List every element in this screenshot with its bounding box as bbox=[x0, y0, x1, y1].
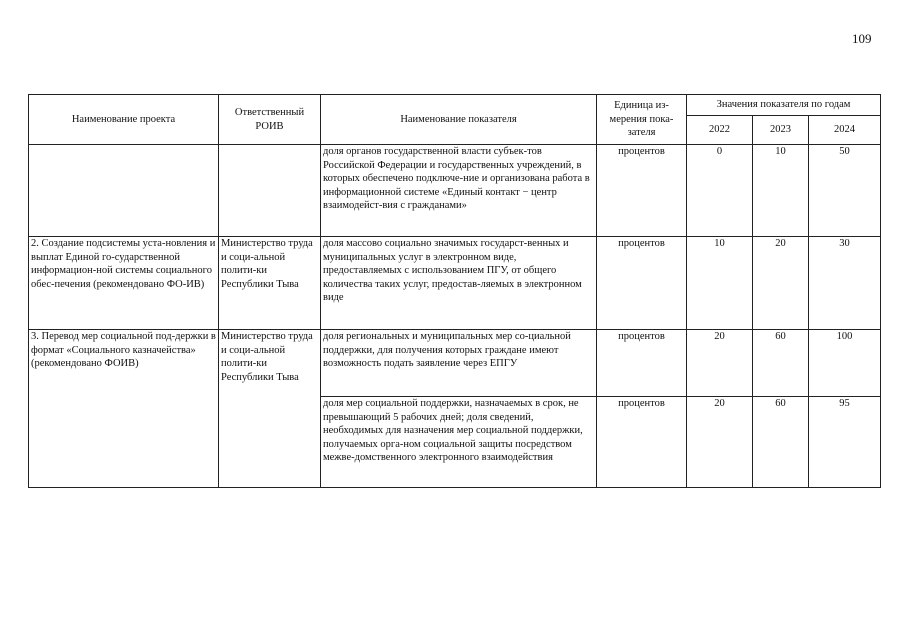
table-header bbox=[29, 95, 881, 145]
cell-indicator: доля массово социально значимых государст-венных и муниципальных услуг в электронном виде, предоставляемых с использованием ПГУ, от общего количества таких услуг, предостав-ляемых в электронном виде bbox=[321, 237, 597, 330]
cell-value-2022: 20 bbox=[687, 397, 753, 488]
header-year-2022: 2022 bbox=[687, 116, 753, 145]
cell-unit: процентов bbox=[597, 330, 687, 397]
header-values-by-year: Значения показателя по годам bbox=[687, 95, 881, 116]
cell-value-2023: 60 bbox=[753, 330, 809, 397]
header-unit: Единица из-мерения пока-зателя bbox=[597, 95, 687, 145]
cell-roiv bbox=[219, 145, 321, 237]
cell-value-2023: 10 bbox=[753, 145, 809, 237]
header-roiv: Ответственный РОИВ bbox=[219, 95, 321, 145]
header-year-2023: 2023 bbox=[753, 116, 809, 145]
table-row bbox=[29, 237, 881, 330]
cell-value-2024: 50 bbox=[809, 145, 881, 237]
cell-roiv: Министерство труда и соци-альной полити-ки Республики Тыва bbox=[219, 237, 321, 330]
cell-indicator: доля мер социальной поддержки, назначаемых в срок, не превышающий 5 рабочих дней; доля сведений, необходимых для назначения мер социальной поддержки, получаемых орга-ном социальной защиты посредством межве-домственного электронного взаимодействия bbox=[321, 397, 597, 488]
page-number: 109 bbox=[852, 31, 872, 46]
cell-indicator: доля органов государственной власти субъек-тов Российской Федерации и государственных учреждений, в которых обеспечено подключе-ние и организована работа в информационной системе «Единый контакт − центр взаимодейст-вия с гражданами» bbox=[321, 145, 597, 237]
cell-value-2023: 20 bbox=[753, 237, 809, 330]
cell-project bbox=[29, 145, 219, 237]
header-indicator: Наименование показателя bbox=[321, 95, 597, 145]
cell-value-2022: 10 bbox=[687, 237, 753, 330]
cell-value-2023: 60 bbox=[753, 397, 809, 488]
cell-value-2024: 30 bbox=[809, 237, 881, 330]
cell-value-2022: 20 bbox=[687, 330, 753, 397]
header-year-2024: 2024 bbox=[809, 116, 881, 145]
cell-unit: процентов bbox=[597, 397, 687, 488]
header-project: Наименование проекта bbox=[29, 95, 219, 145]
cell-value-2022: 0 bbox=[687, 145, 753, 237]
table-row bbox=[29, 330, 881, 397]
cell-unit: процентов bbox=[597, 237, 687, 330]
cell-project: 2. Создание подсистемы уста-новления и выплат Единой го-сударственной информацион-ной системы социального обес-печения (рекомендовано ФО-ИВ) bbox=[29, 237, 219, 330]
cell-value-2024: 95 bbox=[809, 397, 881, 488]
cell-indicator: доля региональных и муниципальных мер со-циальной поддержки, для получения которых граждане имеют возможность подать заявление через ЕПГУ bbox=[321, 330, 597, 397]
table-row bbox=[29, 145, 881, 237]
cell-value-2024: 100 bbox=[809, 330, 881, 397]
indicators-table bbox=[28, 94, 881, 488]
cell-roiv: Министерство труда и соци-альной полити-ки Республики Тыва bbox=[219, 330, 321, 488]
cell-project: 3. Перевод мер социальной под-держки в формат «Социального казначейства» (рекомендовано ФОИВ) bbox=[29, 330, 219, 488]
cell-unit: процентов bbox=[597, 145, 687, 237]
